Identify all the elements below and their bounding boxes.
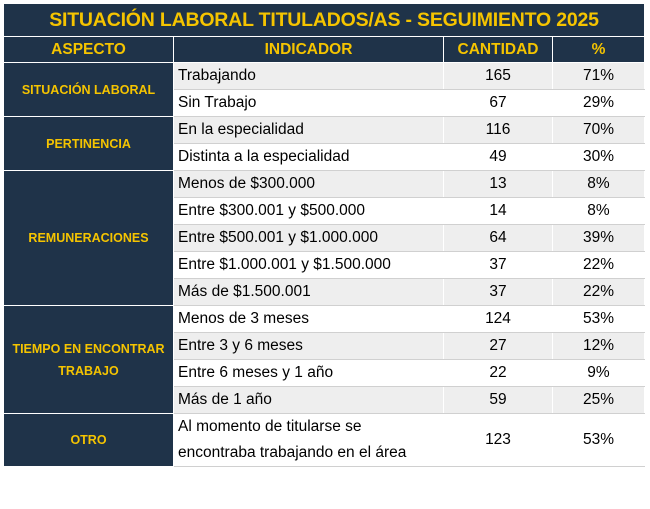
porcentaje-cell[interactable]: 70%: [553, 117, 645, 144]
table-row: [4, 63, 645, 90]
porcentaje-cell[interactable]: 53%: [553, 414, 645, 467]
porcentaje-cell[interactable]: 29%: [553, 90, 645, 117]
porcentaje-cell[interactable]: 71%: [553, 63, 645, 90]
aspecto-cell[interactable]: SITUACIÓN LABORAL: [4, 63, 174, 117]
seguimiento-table: [3, 3, 645, 467]
header-cantidad[interactable]: CANTIDAD: [444, 37, 553, 63]
cantidad-cell[interactable]: 116: [444, 117, 553, 144]
indicador-cell[interactable]: Distinta a la especialidad: [174, 144, 444, 171]
table-row: [4, 171, 645, 198]
porcentaje-cell[interactable]: 25%: [553, 387, 645, 414]
indicador-cell[interactable]: Trabajando: [174, 63, 444, 90]
porcentaje-cell[interactable]: 8%: [553, 198, 645, 225]
aspecto-cell[interactable]: OTRO: [4, 414, 174, 467]
cantidad-cell[interactable]: 14: [444, 198, 553, 225]
aspecto-cell[interactable]: PERTINENCIA: [4, 117, 174, 171]
cantidad-cell[interactable]: 22: [444, 360, 553, 387]
porcentaje-cell[interactable]: 30%: [553, 144, 645, 171]
cantidad-cell[interactable]: 165: [444, 63, 553, 90]
porcentaje-cell[interactable]: 53%: [553, 306, 645, 333]
cantidad-cell[interactable]: 67: [444, 90, 553, 117]
cantidad-cell[interactable]: 49: [444, 144, 553, 171]
table-row: [4, 414, 645, 467]
cantidad-cell[interactable]: 27: [444, 333, 553, 360]
indicador-cell[interactable]: Entre $500.001 y $1.000.000: [174, 225, 444, 252]
table-row: [4, 117, 645, 144]
header-aspecto[interactable]: ASPECTO: [4, 37, 174, 63]
indicador-cell[interactable]: En la especialidad: [174, 117, 444, 144]
indicador-cell[interactable]: Al momento de titularse se encontraba trabajando en el área: [174, 414, 444, 467]
cantidad-cell[interactable]: 13: [444, 171, 553, 198]
indicador-cell[interactable]: Entre 6 meses y 1 año: [174, 360, 444, 387]
indicador-cell[interactable]: Entre $300.001 y $500.000: [174, 198, 444, 225]
indicador-cell[interactable]: Menos de $300.000: [174, 171, 444, 198]
porcentaje-cell[interactable]: 8%: [553, 171, 645, 198]
cantidad-cell[interactable]: 64: [444, 225, 553, 252]
cantidad-cell[interactable]: 37: [444, 279, 553, 306]
porcentaje-cell[interactable]: 12%: [553, 333, 645, 360]
porcentaje-cell[interactable]: 22%: [553, 279, 645, 306]
header-porcentaje[interactable]: %: [553, 37, 645, 63]
table-title[interactable]: SITUACIÓN LABORAL TITULADOS/AS - SEGUIMIENTO 2025: [4, 4, 645, 37]
cantidad-cell[interactable]: 123: [444, 414, 553, 467]
aspecto-cell[interactable]: REMUNERACIONES: [4, 171, 174, 306]
indicador-cell[interactable]: Menos de 3 meses: [174, 306, 444, 333]
table-row: [4, 306, 645, 333]
indicador-cell[interactable]: Sin Trabajo: [174, 90, 444, 117]
header-row: [4, 37, 645, 63]
indicador-cell[interactable]: Entre $1.000.001 y $1.500.000: [174, 252, 444, 279]
indicador-cell[interactable]: Más de 1 año: [174, 387, 444, 414]
header-indicador[interactable]: INDICADOR: [174, 37, 444, 63]
porcentaje-cell[interactable]: 9%: [553, 360, 645, 387]
title-row: [4, 4, 645, 37]
spreadsheet-table-container: [3, 3, 644, 467]
cantidad-cell[interactable]: 37: [444, 252, 553, 279]
table-body: [4, 63, 645, 467]
cantidad-cell[interactable]: 59: [444, 387, 553, 414]
porcentaje-cell[interactable]: 22%: [553, 252, 645, 279]
indicador-cell[interactable]: Entre 3 y 6 meses: [174, 333, 444, 360]
porcentaje-cell[interactable]: 39%: [553, 225, 645, 252]
indicador-cell[interactable]: Más de $1.500.001: [174, 279, 444, 306]
cantidad-cell[interactable]: 124: [444, 306, 553, 333]
aspecto-cell[interactable]: TIEMPO EN ENCONTRAR TRABAJO: [4, 306, 174, 414]
